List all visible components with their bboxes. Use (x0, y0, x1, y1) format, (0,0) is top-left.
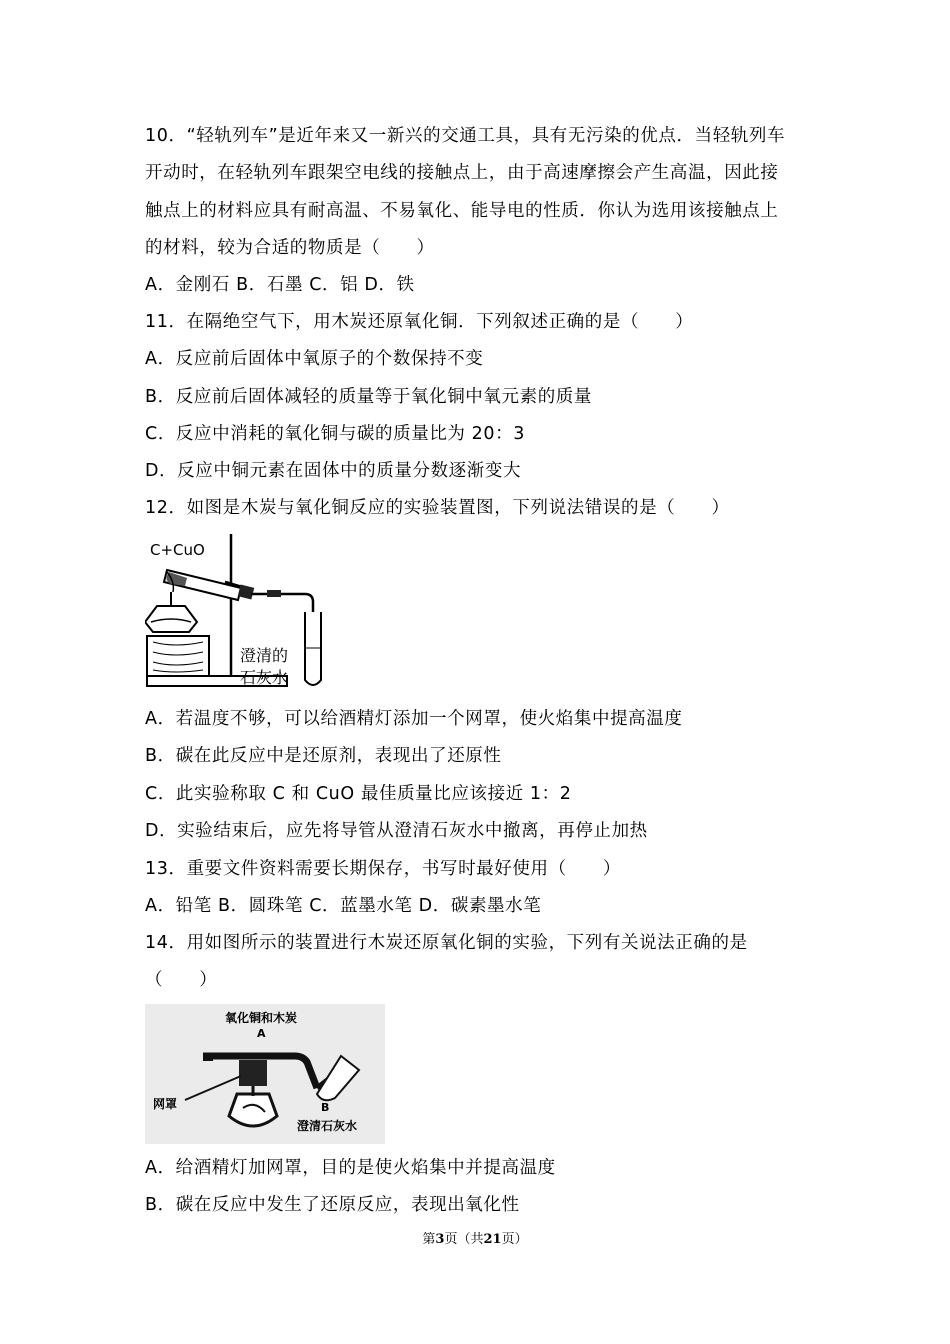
q12-option-d: D．实验结束后，应先将导管从澄清石灰水中撤离，再停止加热 (145, 821, 648, 841)
q11-option-d: D．反应中铜元素在固体中的质量分数逐渐变大 (145, 461, 522, 481)
q12-label-c-cuo: C+CuO (150, 541, 205, 559)
q12-stem: 12．如图是木炭与氧化铜反应的实验装置图，下列说法错误的是（ ） (145, 498, 730, 518)
q13-stem: 13．重要文件资料需要长期保存，书写时最好使用（ ） (145, 859, 621, 879)
mesh-cap (239, 1060, 267, 1086)
q11-option-b: B．反应前后固体减轻的质量等于氧化铜中氧元素的质量 (145, 387, 593, 407)
q11-stem: 11．在隔绝空气下，用木炭还原氧化铜．下列叙述正确的是（ ） (145, 312, 694, 332)
q11-option-c: C．反应中消耗的氧化铜与碳的质量比为 20：3 (145, 424, 525, 444)
q10-options: A．金刚石 B．石墨 C．铝 D．铁 (145, 275, 415, 295)
page-footer (0, 1228, 950, 1247)
q14-label-a: A (257, 1027, 266, 1040)
q10-stem-line3: 触点上的材料应具有耐高温、不易氧化、能导电的性质．你认为选用该接触点上 (145, 201, 779, 221)
q12-option-b: B．碳在此反应中是还原剂，表现出了还原性 (145, 746, 502, 766)
q12-option-c: C．此实验称取 C 和 CuO 最佳质量比应该接近 1：2 (145, 784, 572, 804)
q14-stem-line2: （ ） (145, 970, 218, 990)
alcohol-lamp (229, 1094, 277, 1126)
q12-label-limewater-2: 石灰水 (240, 668, 289, 687)
rubber-joint (267, 590, 281, 597)
q12-label-limewater-1: 澄清的 (240, 646, 289, 665)
stopper (238, 584, 254, 599)
q10-stem-line2: 开动时，在轻轨列车跟架空电线的接触点上，由于高速摩擦会产生高温，因此接 (145, 163, 779, 183)
q14-label-limewater: 澄清石灰水 (297, 1119, 358, 1133)
q14-option-a: A．给酒精灯加网罩，目的是使火焰集中并提高温度 (145, 1158, 556, 1178)
q12-option-a: A．若温度不够，可以给酒精灯添加一个网罩，使火焰集中提高温度 (145, 709, 683, 729)
footer-total-pages: 21 (483, 1232, 502, 1247)
q10-stem-line4: 的材料，较为合适的物质是（ ） (145, 238, 435, 258)
q14-label-mesh: 网罩 (153, 1097, 178, 1111)
q14-label-b: B (321, 1101, 330, 1114)
footer-page-number: 3 (435, 1232, 445, 1247)
q12-apparatus-figure (145, 530, 335, 695)
q14-label-top: 氧化铜和木炭 (225, 1011, 298, 1025)
q10-stem-line1: 10．“轻轨列车”是近年来又一新兴的交通工具，具有无污染的优点．当轻轨列车 (145, 126, 786, 146)
footer-prefix: 第 (422, 1232, 436, 1247)
footer-suffix: 页） (501, 1232, 528, 1247)
q14-apparatus-figure (145, 1004, 385, 1144)
q11-option-a: A．反应前后固体中氧原子的个数保持不变 (145, 349, 484, 369)
q14-stem-line1: 14．用如图所示的装置进行木炭还原氧化铜的实验，下列有关说法正确的是 (145, 933, 748, 953)
tube-end (203, 1053, 213, 1061)
q14-option-b: B．碳在反应中发生了还原反应，表现出氧化性 (145, 1195, 520, 1215)
q13-options: A．铅笔 B．圆珠笔 C．蓝墨水笔 D．碳素墨水笔 (145, 896, 542, 916)
footer-mid: 页（共 (444, 1232, 484, 1247)
